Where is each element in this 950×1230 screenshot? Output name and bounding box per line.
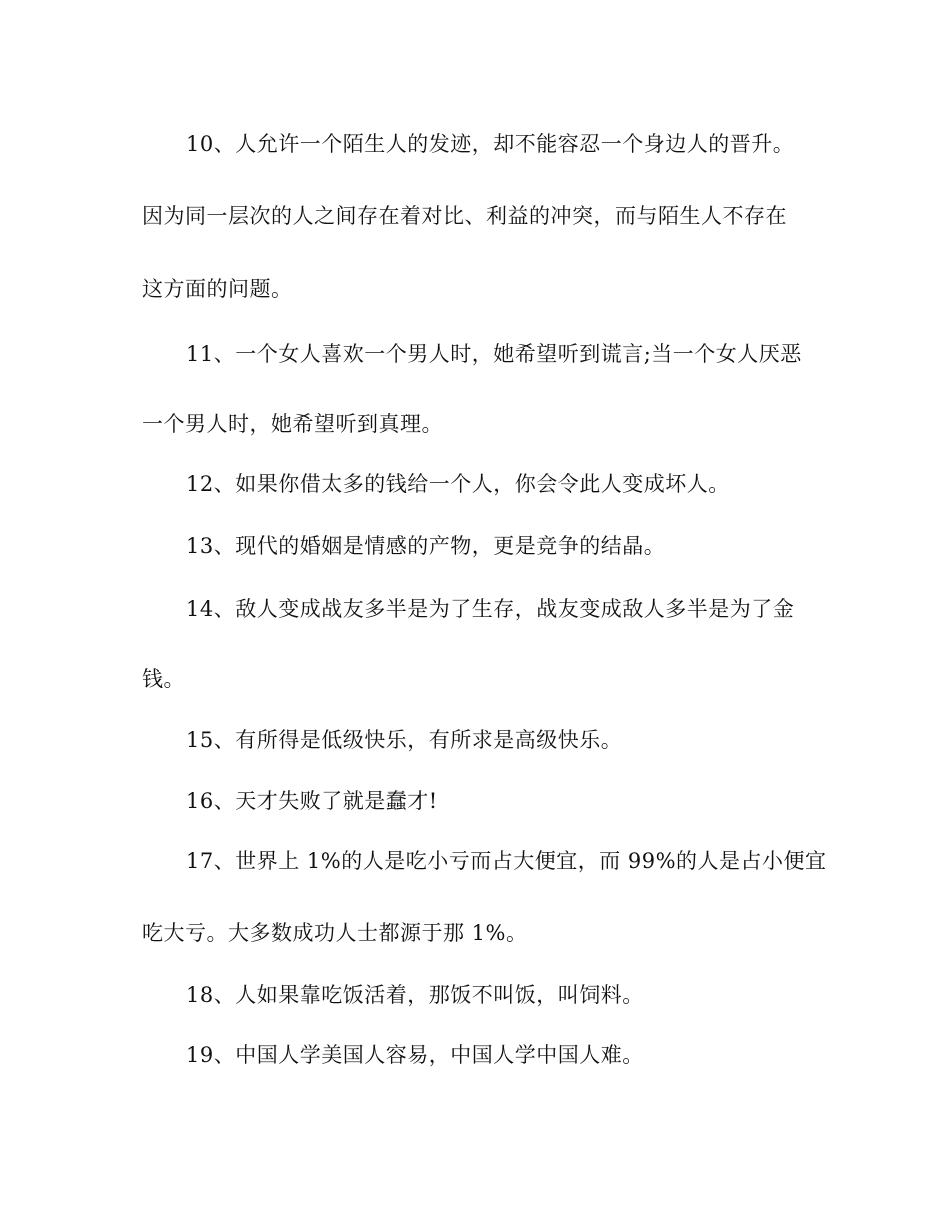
text-line: 10、人允许一个陌生人的发迹，却不能容忍一个身边人的晋升。 [186, 132, 795, 156]
text-line: 16、天才失败了就是蠢才! [186, 789, 438, 813]
text-line: 13、现代的婚姻是情感的产物，更是竞争的结晶。 [186, 534, 666, 558]
text-line: 吃大亏。大多数成功人士都源于那 1%。 [142, 921, 528, 945]
text-line: 一个男人时，她希望听到真理。 [142, 412, 443, 436]
text-line: 11、一个女人喜欢一个男人时，她希望听到谎言;当一个女人厌恶 [186, 342, 802, 366]
text-line: 因为同一层次的人之间存在着对比、利益的冲突，而与陌生人不存在 [142, 204, 787, 228]
text-line: 18、人如果靠吃饭活着，那饭不叫饭，叫饲料。 [186, 983, 644, 1007]
text-line: 14、敌人变成战友多半是为了生存，战友变成敌人多半是为了金 [186, 597, 795, 621]
text-line: 19、中国人学美国人容易，中国人学中国人难。 [186, 1043, 644, 1067]
text-line: 钱。 [142, 667, 185, 691]
text-line: 15、有所得是低级快乐，有所求是高级快乐。 [186, 728, 623, 752]
text-line: 这方面的问题。 [142, 277, 293, 301]
text-line: 12、如果你借太多的钱给一个人，你会令此人变成坏人。 [186, 472, 730, 496]
text-line: 17、世界上 1%的人是吃小亏而占大便宜，而 99%的人是占小便宜 [186, 849, 827, 873]
